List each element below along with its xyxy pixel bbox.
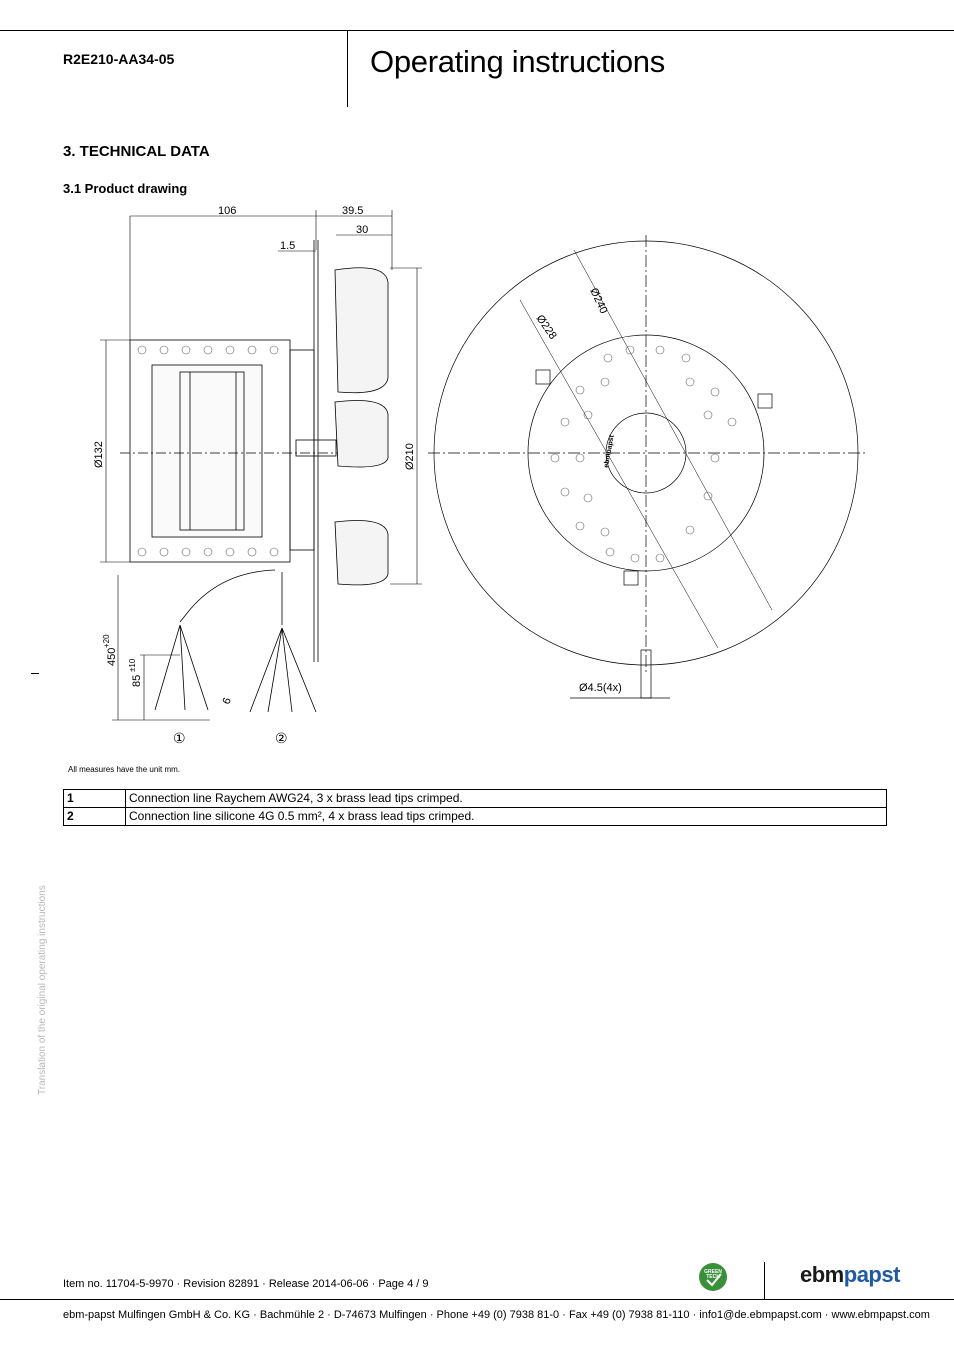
legend-text: Connection line Raychem AWG24, 3 x brass lead tips crimped.: [126, 790, 887, 808]
dim-85-tolerance: ±10: [128, 658, 137, 672]
model-number: R2E210-AA34-05: [63, 51, 175, 67]
dim-450: 450: [106, 647, 118, 666]
dim-228: Ø228: [533, 312, 559, 342]
item-info-line: Item no. 11704-5-9970 · Revision 82891 · Release 2014-06-06 · Page 4 / 9: [63, 1278, 429, 1290]
legend-number: 1: [64, 790, 126, 808]
dim-132: Ø132: [93, 441, 105, 468]
drawing-logo-text: ebmpapst: [603, 434, 616, 469]
dim-106: 106: [218, 205, 237, 217]
header-divider: [347, 30, 348, 107]
section-title: 3. TECHNICAL DATA: [63, 143, 210, 160]
subsection-title: 3.1 Product drawing: [63, 181, 188, 196]
company-info-line: ebm-papst Mulfingen GmbH & Co. KG · Bachmühle 2 · D-74673 Mulfingen · Phone +49 (0) 7938 81-0 · Fax +49 (0) 7938 81-110 · info1@de.ebmpapst.com · www.ebmpapst.com: [63, 1309, 930, 1321]
dim-39-5: 39.5: [342, 205, 364, 217]
svg-text:TECH: TECH: [706, 1274, 720, 1280]
callout-1: ①: [173, 730, 186, 746]
legend-number: 2: [64, 808, 126, 826]
product-drawing: [60, 200, 900, 760]
dim-1-5: 1.5: [280, 240, 296, 252]
connection-legend-table: [63, 789, 887, 826]
greentech-icon: [698, 1262, 728, 1292]
dim-6: 6: [220, 696, 234, 707]
table-row: [64, 790, 887, 808]
callout-2: ②: [275, 730, 288, 746]
dim-holes: Ø4.5(4x): [579, 682, 622, 694]
ebmpapst-logo: ebmpapst: [800, 1262, 900, 1287]
dim-240: Ø240: [587, 286, 610, 316]
measurement-note: All measures have the unit mm.: [68, 765, 181, 774]
document-title: Operating instructions: [370, 44, 665, 79]
footer-logo-divider: [764, 1262, 765, 1300]
dim-30: 30: [356, 224, 369, 236]
footer-rule: [0, 1299, 954, 1300]
side-translation-note: Translation of the original operating instructions: [37, 885, 48, 1095]
svg-text:GREEN: GREEN: [704, 1269, 722, 1275]
margin-tick: [31, 673, 39, 674]
dim-85: 85: [131, 674, 143, 687]
legend-text: Connection line silicone 4G 0.5 mm², 4 x brass lead tips crimped.: [126, 808, 887, 826]
table-row: [64, 808, 887, 826]
header-top-rule: [0, 30, 954, 31]
dim-210: Ø210: [404, 443, 416, 470]
dim-450-tolerance: +20: [102, 634, 111, 648]
